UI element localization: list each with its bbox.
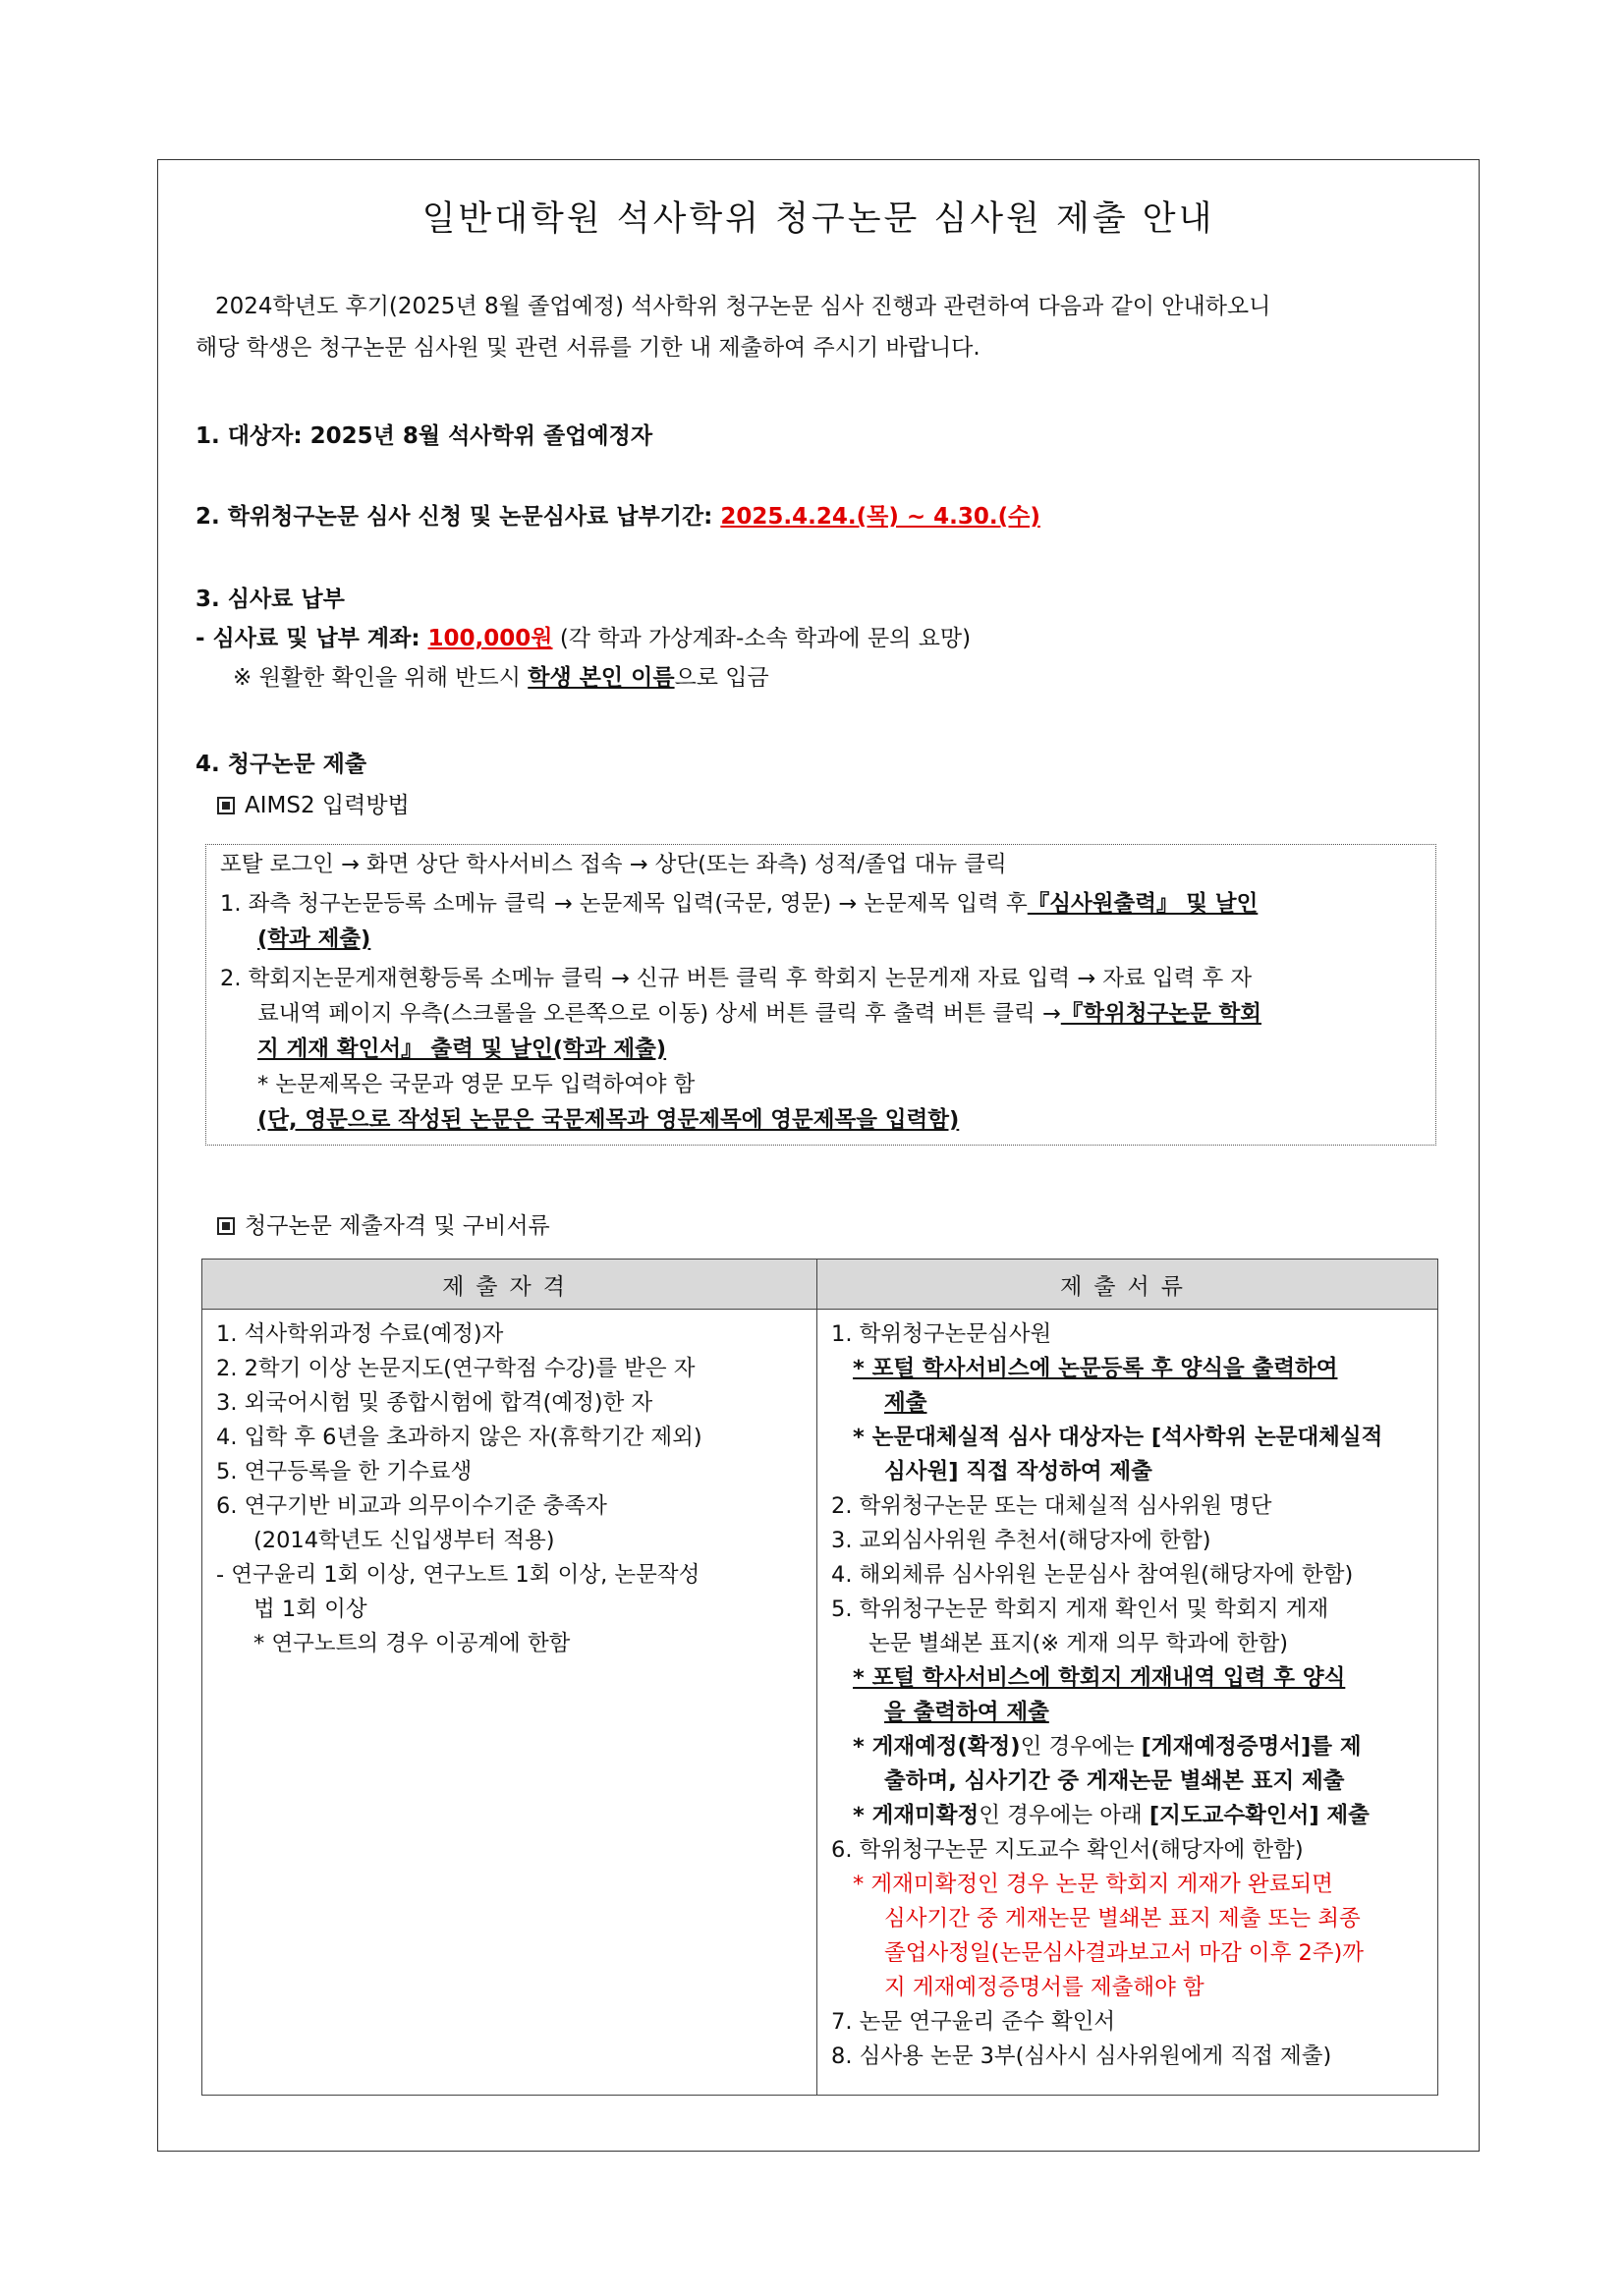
square-bullet-icon (217, 1217, 235, 1235)
list-item: * 논문대체실적 심사 대상자는 [석사학위 논문대체실적 (853, 1425, 1383, 1450)
requirements-heading: 청구논문 제출자격 및 구비서류 (217, 1207, 550, 1245)
list-item: * 포털 학사서비스에 학회지 게재내역 입력 후 양식 (853, 1665, 1346, 1691)
list-item: * 게재예정(확정)인 경우에는 [게재예정증명서]를 제 (853, 1734, 1362, 1760)
submission-period: 2025.4.24.(목) ~ 4.30.(수) (720, 504, 1040, 530)
list-item: 2. 2학기 이상 논문지도(연구학점 수강)를 받은 자 (216, 1356, 696, 1381)
box-line-1: 포탈 로그인 → 화면 상단 학사서비스 접속 → 상단(또는 좌측) 성적/졸업 대뉴 클릭 (220, 852, 1007, 877)
page-title: 일반대학원 석사학위 청구논문 심사원 제출 안내 (421, 199, 1215, 239)
aims-heading: AIMS2 입력방법 (217, 787, 410, 824)
box-line-7: * 논문제목은 국문과 영문 모두 입력하여야 함 (257, 1072, 696, 1097)
list-item: 심사원] 직접 작성하여 제출 (884, 1459, 1152, 1484)
list-item: * 포털 학사서비스에 논문등록 후 양식을 출력하여 (853, 1356, 1338, 1381)
list-item: 지 게재예정증명서를 제출해야 함 (884, 1975, 1204, 2000)
list-item: 2. 학위청구논문 또는 대체실적 심사위원 명단 (831, 1493, 1272, 1519)
box-line-4: 2. 학회지논문게재현황등록 소메뉴 클릭 → 신규 버튼 클릭 후 학회지 논문게재 자료 입력 → 자료 입력 후 자 (220, 966, 1253, 991)
table-row (202, 1310, 1438, 2096)
list-item: 심사기간 중 게재논문 별쇄본 표지 제출 또는 최종 (884, 1906, 1361, 1932)
box-line-3: (학과 제출) (257, 926, 371, 952)
list-item: 4. 입학 후 6년을 초과하지 않은 자(휴학기간 제외) (216, 1425, 702, 1450)
fee-note: (각 학과 가상계좌-소속 학과에 문의 요망) (552, 626, 972, 651)
eligibility-cell (202, 1310, 817, 2096)
deposit-name-emphasis: 학생 본인 이름 (528, 665, 675, 691)
fee-line (196, 620, 971, 657)
list-item: 1. 석사학위과정 수료(예정)자 (216, 1321, 504, 1347)
list-item: 6. 연구기반 비교과 의무이수기준 충족자 (216, 1493, 607, 1519)
list-item: 법 1회 이상 (253, 1596, 367, 1622)
intro-line-2: 해당 학생은 청구논문 심사원 및 관련 서류를 기한 내 제출하여 주시기 바랍니다. (196, 335, 980, 361)
fee-amount: 100,000원 (427, 626, 553, 651)
list-item: 논문 별쇄본 표지(※ 게재 의무 학과에 한함) (868, 1631, 1289, 1656)
list-item: 3. 외국어시험 및 종합시험에 합격(예정)한 자 (216, 1390, 653, 1416)
intro-line-1: 2024학년도 후기(2025년 8월 졸업예정) 석사학위 청구논문 심사 진행과 관련하여 다음과 같이 안내하오니 (215, 294, 1271, 319)
header-documents: 제출서류 (817, 1260, 1438, 1310)
box-line-2: 1. 좌측 청구논문등록 소메뉴 클릭 → 논문제목 입력(국문, 영문) → 논문제목 입력 후『심사원출력』 및 날인 (220, 891, 1259, 917)
deposit-note: ※ 원활한 확인을 위해 반드시 학생 본인 이름으로 입금 (233, 665, 769, 691)
list-item: - 연구윤리 1회 이상, 연구노트 1회 이상, 논문작성 (216, 1562, 700, 1588)
list-item: 5. 연구등록을 한 기수료생 (216, 1459, 473, 1484)
list-item: * 게재미확정인 경우에는 아래 [지도교수확인서] 제출 (853, 1803, 1370, 1828)
list-item: 출하며, 심사기간 중 게재논문 별쇄본 표지 제출 (884, 1768, 1345, 1794)
list-item: 제출 (884, 1390, 927, 1416)
section-2-label: 2. 학위청구논문 심사 신청 및 논문심사료 납부기간: (196, 504, 721, 530)
list-item: 을 출력하여 제출 (884, 1700, 1049, 1725)
box-line-5: 료내역 페이지 우측(스크롤을 오른쪽으로 이동) 상세 버튼 클릭 후 출력 버튼 클릭 →『학위청구논문 학회 (257, 1001, 1261, 1027)
list-item: (2014학년도 신입생부터 적용) (253, 1528, 555, 1553)
list-item: 4. 해외체류 심사위원 논문심사 참여원(해당자에 한함) (831, 1562, 1354, 1588)
box-line-8: (단, 영문으로 작성된 논문은 국문제목과 영문제목에 영문제목을 입력함) (257, 1107, 960, 1133)
section-3-heading: 3. 심사료 납부 (196, 587, 345, 612)
journal-confirmation-print: 『학위청구논문 학회 (1060, 1001, 1261, 1027)
list-item: 8. 심사용 논문 3부(심사시 심사위원에게 직접 제출) (831, 2044, 1332, 2069)
header-eligibility: 제출자격 (202, 1260, 817, 1310)
list-item: 5. 학위청구논문 학회지 게재 확인서 및 학회지 게재 (831, 1596, 1329, 1622)
documents-cell (817, 1310, 1438, 2096)
notice-frame (157, 159, 1480, 2152)
list-item: * 연구노트의 경우 이공계에 한함 (253, 1631, 571, 1656)
fee-label: - 심사료 및 납부 계좌: (196, 626, 428, 651)
aims-instructions-box (205, 844, 1436, 1146)
box-line-6: 지 게재 확인서』 출력 및 날인(학과 제출) (257, 1036, 667, 1062)
section-4-heading: 4. 청구논문 제출 (196, 752, 367, 777)
list-item: 1. 학위청구논문심사원 (831, 1321, 1052, 1347)
list-item: 7. 논문 연구윤리 준수 확인서 (831, 2009, 1116, 2035)
list-item: 6. 학위청구논문 지도교수 확인서(해당자에 한함) (831, 1837, 1304, 1863)
section-2 (196, 498, 1040, 535)
section-1: 1. 대상자: 2025년 8월 석사학위 졸업예정자 (196, 423, 653, 449)
square-bullet-icon (217, 797, 235, 814)
list-item: 3. 교외심사위원 추천서(해당자에 한함) (831, 1528, 1211, 1553)
review-form-print: 『심사원출력』 및 날인 (1027, 891, 1259, 917)
requirements-table (201, 1259, 1438, 2096)
list-item: 졸업사정일(논문심사결과보고서 마감 이후 2주)까 (884, 1940, 1365, 1966)
list-item: * 게재미확정인 경우 논문 학회지 게재가 완료되면 (853, 1872, 1333, 1897)
table-header-row (202, 1260, 1438, 1310)
